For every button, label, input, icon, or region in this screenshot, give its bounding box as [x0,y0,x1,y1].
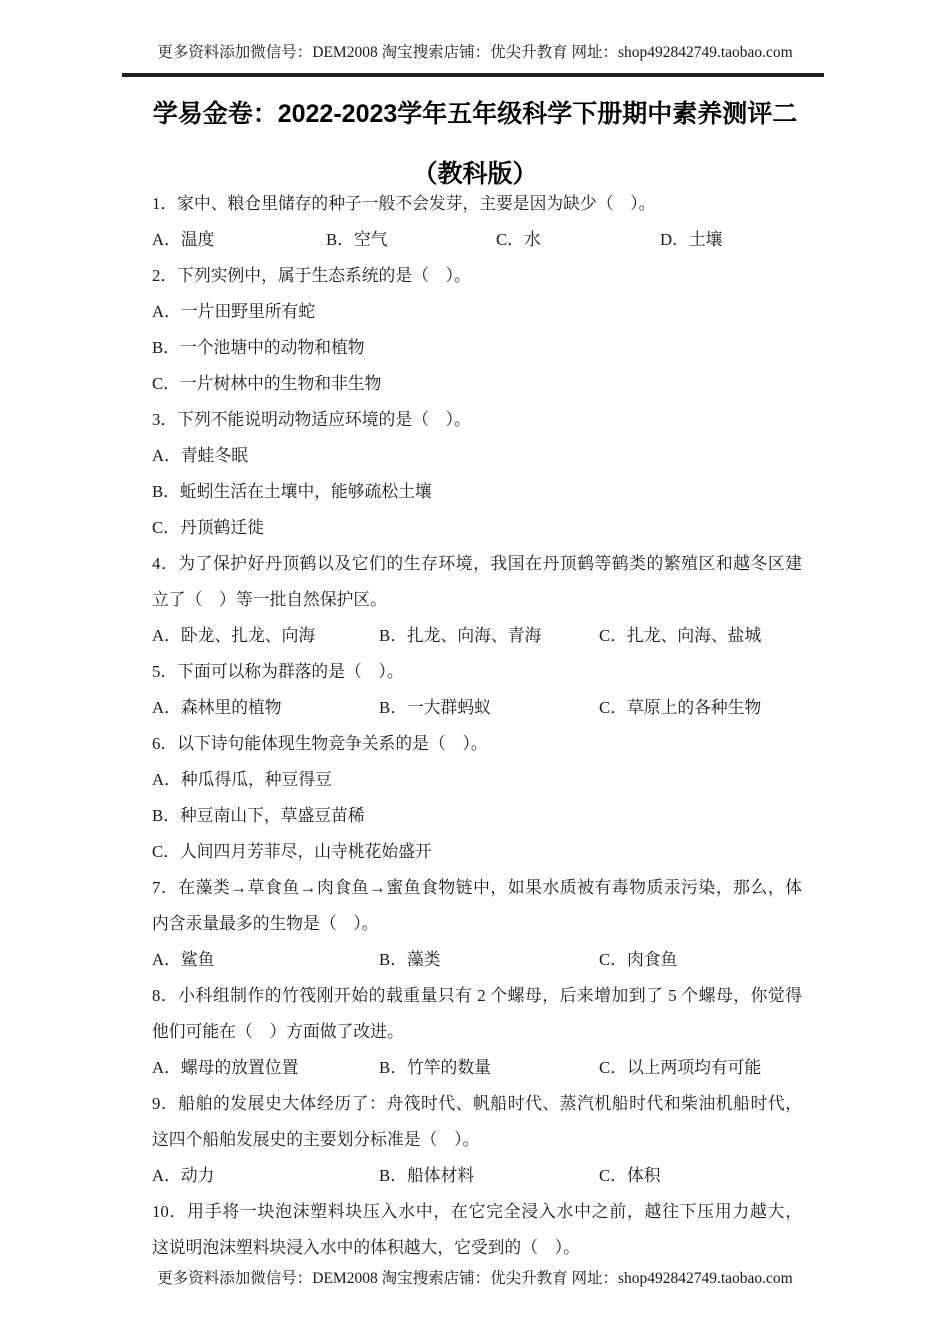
page-footer-contact-info: 更多资料添加微信号：DEM2008 淘宝搜索店铺：优尖升教育 网址：shop492842749.taobao.com [157,1270,793,1287]
question-4-stem-line-2: 立了（ ）等一批自然保护区。 [152,590,387,609]
question-8-stem-line-2: 他们可能在（ ）方面做了改进。 [152,1022,404,1041]
question-1-option-a: A．温度 [152,230,215,249]
question-7-options [152,942,802,978]
question-8-option-a: A．螺母的放置位置 [152,1058,299,1077]
question-2-option-b: B．一个池塘中的动物和植物 [152,338,365,357]
question-8-option-c: C．以上两项均有可能 [599,1058,762,1077]
exam-title-line-1: 学易金卷：2022-2023学年五年级科学下册期中素养测评二 [152,100,798,128]
question-8-options [152,1050,802,1086]
question-9-stem-line-1: 9．船舶的发展史大体经历了：舟筏时代、帆船时代、蒸汽机船时代和柴油机船时代， [152,1094,802,1113]
question-9-option-c: C．体积 [599,1166,661,1185]
page-header-contact-info: 更多资料添加微信号：DEM2008 淘宝搜索店铺：优尖升教育 网址：shop492842749.taobao.com [157,44,793,61]
question-7-option-b: B．藻类 [379,950,441,969]
question-2-option-a: A．一片田野里所有蛇 [152,302,316,321]
question-4-option-a: A．卧龙、扎龙、向海 [152,626,316,645]
question-9-option-a: A．动力 [152,1166,215,1185]
question-3-option-b: B．蚯蚓生活在土壤中，能够疏松土壤 [152,482,432,501]
question-3-option-c: C．丹顶鹤迁徙 [152,518,264,537]
question-4-option-c: C．扎龙、向海、盐城 [599,626,762,645]
question-4-stem-line-1: 4．为了保护好丹顶鹤以及它们的生存环境，我国在丹顶鹤等鹤类的繁殖区和越冬区建 [152,554,802,573]
question-9-option-b: B．船体材料 [379,1166,475,1185]
exam-title-line-2: （教科版） [412,160,538,188]
question-6-option-c: C．人间四月芳菲尽，山寺桃花始盛开 [152,842,432,861]
question-6-option-a: A．种瓜得瓜，种豆得豆 [152,770,332,789]
question-7-option-a: A．鲨鱼 [152,950,215,969]
question-5-option-c: C．草原上的各种生物 [599,698,762,717]
question-8-stem-line-1: 8．小科组制作的竹筏刚开始的载重量只有 2 个螺母，后来增加到了 5 个螺母，你觉得 [152,986,802,1005]
question-1-options [152,222,802,258]
question-5-options [152,690,802,726]
question-5-option-b: B．一大群蚂蚁 [379,698,491,717]
question-1-stem: 1．家中、粮仓里储存的种子一般不会发芽，主要是因为缺少（ ）。 [152,194,656,213]
question-7-option-c: C．肉食鱼 [599,950,678,969]
question-7-stem-line-2: 内含汞量最多的生物是（ ）。 [152,914,379,933]
header-divider-rule [122,73,824,77]
question-5-option-a: A．森林里的植物 [152,698,282,717]
question-4-options [152,618,802,654]
question-7-stem-line-1: 7．在藻类→草食鱼→肉食鱼→蜜鱼食物链中，如果水质被有毒物质汞污染，那么，体 [152,878,802,897]
question-6-option-b: B．种豆南山下，草盛豆苗稀 [152,806,365,825]
question-1-option-d: D．土壤 [660,230,723,249]
question-10-stem-line-1: 10．用手将一块泡沫塑料块压入水中，在它完全浸入水中之前，越往下压用力越大， [152,1202,802,1221]
question-list [152,186,802,1266]
question-1-option-c: C．水 [496,230,541,249]
question-9-options [152,1158,802,1194]
question-8-option-b: B．竹竿的数量 [379,1058,491,1077]
question-2-stem: 2．下列实例中，属于生态系统的是（ ）。 [152,266,471,285]
question-5-stem: 5．下面可以称为群落的是（ ）。 [152,662,404,681]
question-4-option-b: B．扎龙、向海、青海 [379,626,542,645]
question-3-stem: 3．下列不能说明动物适应环境的是（ ）。 [152,410,471,429]
question-3-option-a: A．青蛙冬眠 [152,446,249,465]
question-9-stem-line-2: 这四个船舶发展史的主要划分标准是（ ）。 [152,1130,480,1149]
question-2-option-c: C．一片树林中的生物和非生物 [152,374,382,393]
question-10-stem-line-2: 这说明泡沫塑料块浸入水中的体积越大，它受到的（ ）。 [152,1238,580,1257]
question-6-stem: 6．以下诗句能体现生物竞争关系的是（ ）。 [152,734,488,753]
question-1-option-b: B．空气 [326,230,388,249]
